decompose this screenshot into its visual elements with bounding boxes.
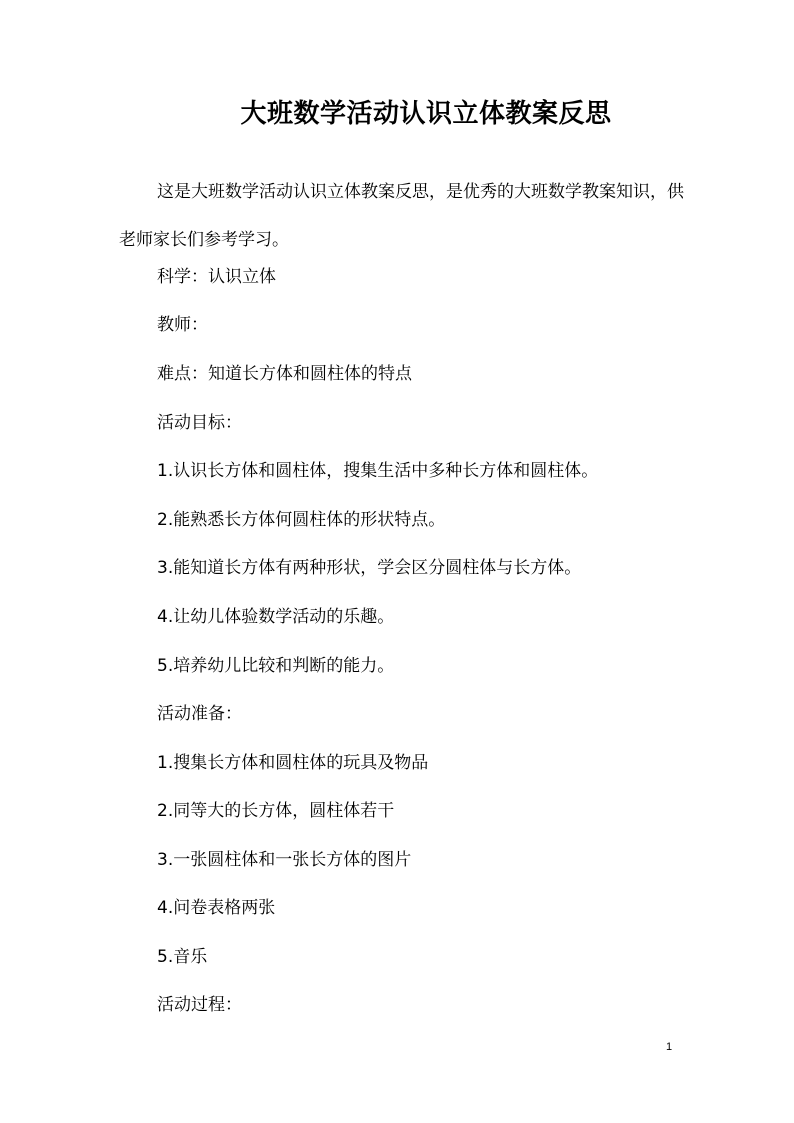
- page-number: 1: [666, 1041, 673, 1053]
- difficulty-line: 难点：知道长方体和圆柱体的特点: [157, 364, 412, 384]
- intro-paragraph: 这是大班数学活动认识立体教案反思，是优秀的大班数学教案知识，供老师家长们参考学习。: [119, 182, 684, 250]
- preparation-item: 5.音乐: [157, 947, 208, 967]
- goal-item: 1.认识长方体和圆柱体，搜集生活中多种长方体和圆柱体。: [157, 461, 599, 481]
- preparation-item: 2.同等大的长方体，圆柱体若干: [157, 801, 395, 821]
- subject-line: 科学：认识立体: [157, 267, 276, 287]
- goal-item: 5.培养幼儿比较和判断的能力。: [157, 656, 395, 676]
- preparation-item: 4.问卷表格两张: [157, 898, 276, 918]
- process-heading: 活动过程：: [157, 995, 242, 1015]
- preparation-item: 1.搜集长方体和圆柱体的玩具及物品: [157, 753, 429, 773]
- preparation-item: 3.一张圆柱体和一张长方体的图片: [157, 850, 412, 870]
- goal-item: 3.能知道长方体有两种形状，学会区分圆柱体与长方体。: [157, 558, 582, 578]
- preparation-heading: 活动准备：: [157, 704, 242, 724]
- teacher-line: 教师：: [157, 315, 208, 335]
- document-title: 大班数学活动认识立体教案反思: [240, 99, 612, 129]
- goals-heading: 活动目标：: [157, 413, 242, 433]
- goal-item: 4.让幼儿体验数学活动的乐趣。: [157, 607, 395, 627]
- goal-item: 2.能熟悉长方体何圆柱体的形状特点。: [157, 510, 446, 530]
